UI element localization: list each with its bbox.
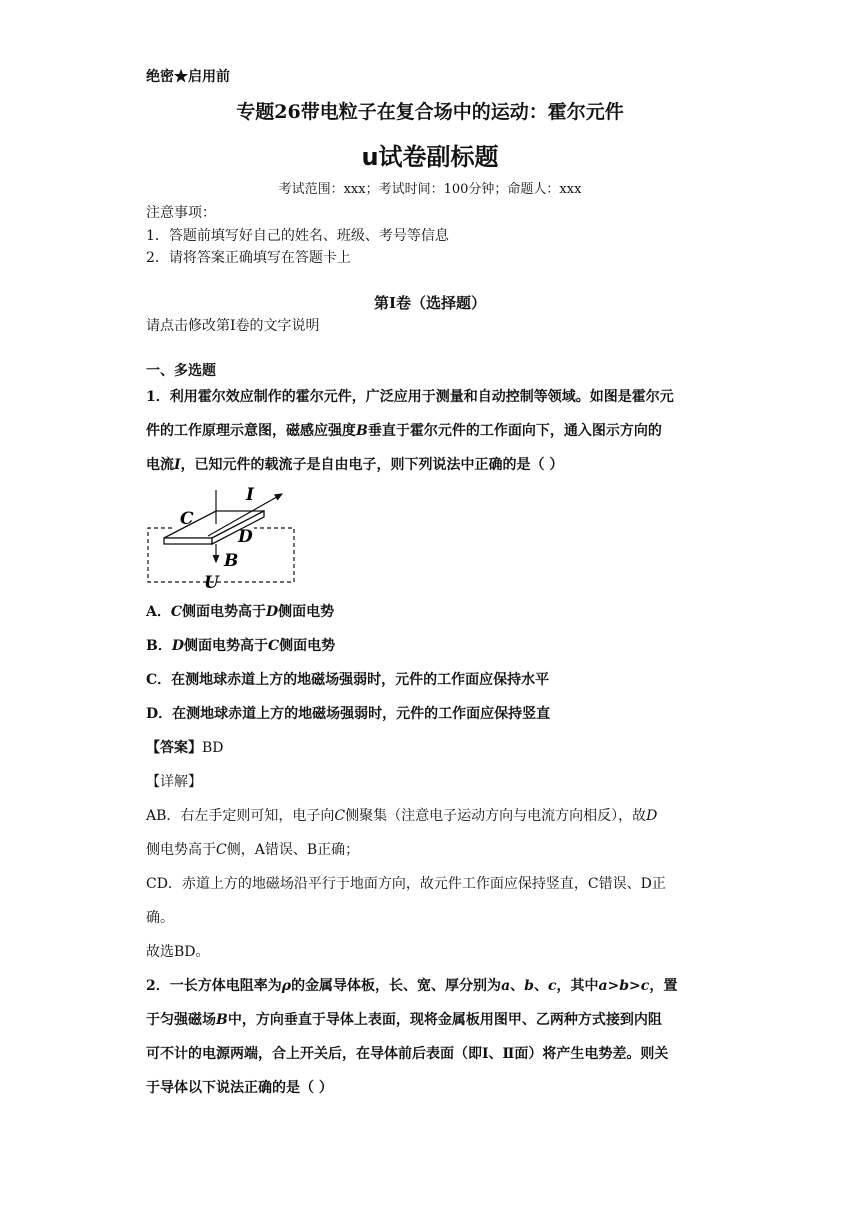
explanation-line-4: 确。 — [146, 910, 174, 926]
label-C: C — [180, 509, 194, 529]
explanation-text: 侧聚集（注意电子运动方向与电流方向相反），故 — [345, 808, 647, 824]
answer-value: BD — [202, 740, 224, 756]
q2-line-4: 于导体以下说法正确的是（ ） — [146, 1080, 333, 1096]
q2-line-1 — [146, 977, 677, 995]
option-text: 侧面电势高于 — [182, 604, 267, 620]
symbol-C: C — [216, 842, 227, 858]
option-letter: B． — [146, 638, 172, 654]
explanation-line-1 — [146, 807, 657, 825]
q1-text: 垂直于霍尔元件的工作面向下，通入图示方向的 — [367, 423, 662, 439]
symbol-D: D — [171, 638, 184, 654]
doc-subtitle: u试卷副标题 — [361, 143, 499, 171]
option-B — [146, 637, 335, 655]
symbol-b: b — [524, 978, 534, 994]
explanation-text: AB．右左手定则可知，电子向 — [146, 808, 335, 824]
symbol-B: B — [356, 423, 368, 439]
option-text: 侧面电势 — [278, 604, 335, 620]
section-heading: 一、多选题 — [146, 363, 216, 379]
label-D: D — [238, 527, 253, 547]
symbol-I: I — [174, 457, 181, 473]
q1-line-3 — [146, 456, 563, 474]
option-text: 侧面电势 — [279, 638, 336, 654]
label-I: I — [246, 485, 254, 505]
q2-line-2 — [146, 1011, 662, 1029]
hall-element-figure — [146, 484, 302, 590]
q2-text: ，其中 — [556, 978, 599, 994]
secret-label: 绝密★启用前 — [146, 69, 230, 85]
q2-text: 中，方向垂直于导体上表面，现将金属板用图甲、乙两种方式接到内阻 — [227, 1012, 662, 1028]
q1-line-1: 1．利用霍尔效应制作的霍尔元件，广泛应用于测量和自动控制等领域。如图是霍尔元 — [146, 389, 674, 405]
answer-label: 【答案】 — [146, 740, 202, 756]
symbol-c: c — [547, 978, 557, 994]
inequality: a>b>c — [598, 978, 650, 994]
explanation-line-3: CD．赤道上方的地磁场沿平行于地面方向，故元件工作面应保持竖直，C错误、D正 — [146, 876, 666, 892]
option-letter: A． — [146, 604, 171, 620]
detail-label: 【详解】 — [146, 774, 202, 790]
explanation-text: 侧，A错误、B正确； — [226, 842, 360, 858]
q2-text: 的金属导体板，长、宽、厚分别为 — [291, 978, 502, 994]
answer-line — [146, 739, 224, 757]
notice-item-1: 1．答题前填写好自己的姓名、班级、考号等信息 — [146, 228, 449, 244]
q2-line-3: 可不计的电源两端，合上开关后，在导体前后表面（即Ⅰ、Ⅱ面）将产生电势差。则关 — [146, 1046, 669, 1062]
symbol-D: D — [646, 808, 658, 824]
q1-text: 电流 — [146, 457, 174, 473]
symbol-C: C — [267, 638, 280, 654]
symbol-C: C — [334, 808, 346, 824]
explanation-line-2 — [146, 841, 359, 859]
q2-text: ，置 — [649, 978, 678, 994]
q2-text: 于匀强磁场 — [146, 1012, 216, 1028]
q2-text: 、 — [533, 978, 548, 994]
q2-text: 2．一长方体电阻率为 — [146, 978, 282, 994]
q1-text: ，已知元件的载流子是自由电子，则下列说法中正确的是（ ） — [180, 457, 564, 473]
option-C: C．在测地球赤道上方的地磁场强弱时，元件的工作面应保持水平 — [146, 672, 550, 688]
option-text: 侧面电势高于 — [183, 638, 268, 654]
option-A — [146, 603, 334, 621]
notice-heading: 注意事项： — [146, 205, 216, 221]
doc-title: 专题26带电粒子在复合场中的运动：霍尔元件 — [236, 101, 624, 123]
option-D: D．在测地球赤道上方的地磁场强弱时，元件的工作面应保持竖直 — [146, 706, 551, 722]
symbol-a: a — [501, 978, 511, 994]
symbol-D: D — [266, 604, 279, 620]
explanation-line-5: 故选BD。 — [146, 944, 210, 960]
q1-line-2 — [146, 422, 662, 440]
q1-text: 件的工作原理示意图，磁感应强度 — [146, 423, 356, 439]
volume-note: 请点击修改第Ⅰ卷的文字说明 — [146, 318, 320, 334]
volume-title: 第Ⅰ卷（选择题） — [373, 294, 487, 312]
q2-text: 、 — [510, 978, 525, 994]
notice-item-2: 2．请将答案正确填写在答题卡上 — [146, 250, 351, 266]
exam-info: 考试范围：xxx；考试时间：100分钟；命题人：xxx — [278, 182, 582, 197]
label-B: B — [224, 551, 239, 571]
explanation-text: 侧电势高于 — [146, 842, 216, 858]
hall-plate-front — [164, 538, 212, 544]
symbol-rho: ρ — [281, 978, 292, 994]
symbol-C: C — [170, 604, 183, 620]
label-U: U — [204, 573, 219, 590]
symbol-B: B — [216, 1012, 228, 1028]
